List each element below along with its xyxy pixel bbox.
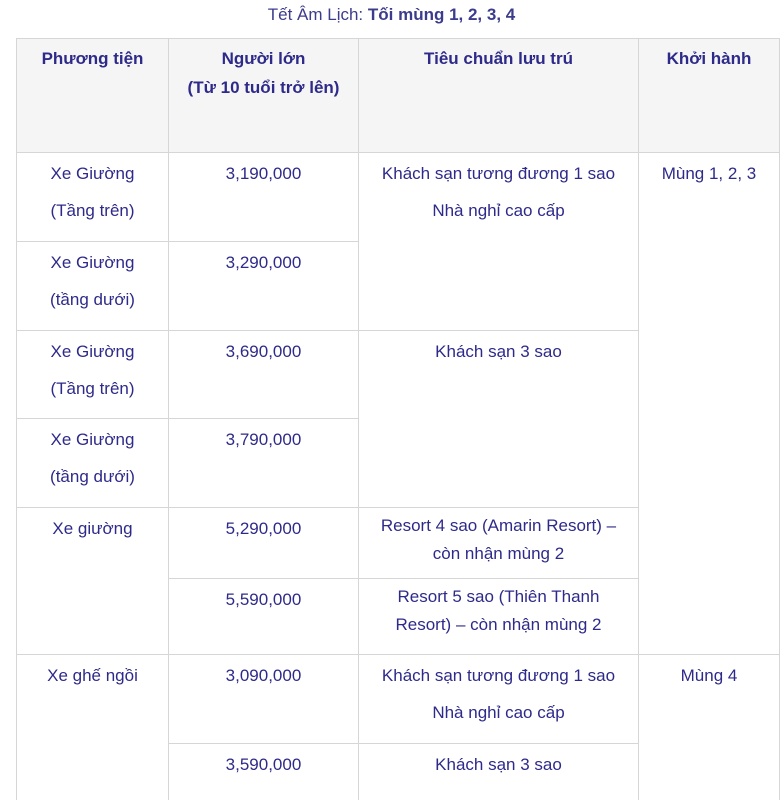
header-adult-title: Người lớn (221, 49, 306, 68)
price-cell: 3,590,000 (168, 743, 358, 800)
depart-cell: Mùng 1, 2, 3 (638, 152, 780, 654)
header-lodging: Tiêu chuẩn lưu trú (358, 38, 638, 152)
price-cell: 3,290,000 (168, 241, 358, 330)
caption-dates: Tối mùng 1, 2, 3, 4 (367, 5, 516, 24)
vehicle-cell: Xe ghế ngồi (16, 654, 168, 800)
depart-cell: Mùng 4 (638, 654, 780, 800)
header-adult-age: (Từ 10 tuổi trở lên) (187, 78, 340, 97)
price-table (16, 38, 781, 800)
lodging-cell: Khách sạn tương đương 1 sao Nhà nghỉ cao cấp (358, 152, 638, 330)
price-cell: 5,290,000 (168, 507, 358, 578)
lodging-cell: Khách sạn 3 sao (358, 330, 638, 507)
header-adult (168, 38, 358, 152)
header-vehicle: Phương tiện (16, 38, 168, 152)
price-cell: 3,690,000 (168, 330, 358, 418)
table-caption (0, 0, 783, 30)
price-cell: 3,090,000 (168, 654, 358, 743)
lodging-cell: Resort 4 sao (Amarin Resort) – còn nhận mùng 2 (358, 507, 638, 578)
lodging-cell: Khách sạn 3 sao (358, 743, 638, 800)
caption-prefix: Tết Âm Lịch: (267, 5, 368, 24)
vehicle-cell: Xe Giường (Tầng trên) (16, 330, 168, 418)
vehicle-cell: Xe giường (16, 507, 168, 654)
lodging-cell: Khách sạn tương đương 1 sao Nhà nghỉ cao cấp (358, 654, 638, 743)
header-depart: Khởi hành (638, 38, 780, 152)
vehicle-cell: Xe Giường (tầng dưới) (16, 241, 168, 330)
price-cell: 5,590,000 (168, 578, 358, 654)
price-cell: 3,190,000 (168, 152, 358, 241)
vehicle-cell: Xe Giường (Tầng trên) (16, 152, 168, 241)
price-cell: 3,790,000 (168, 418, 358, 507)
vehicle-cell: Xe Giường (tầng dưới) (16, 418, 168, 507)
lodging-cell: Resort 5 sao (Thiên Thanh Resort) – còn nhận mùng 2 (358, 578, 638, 654)
